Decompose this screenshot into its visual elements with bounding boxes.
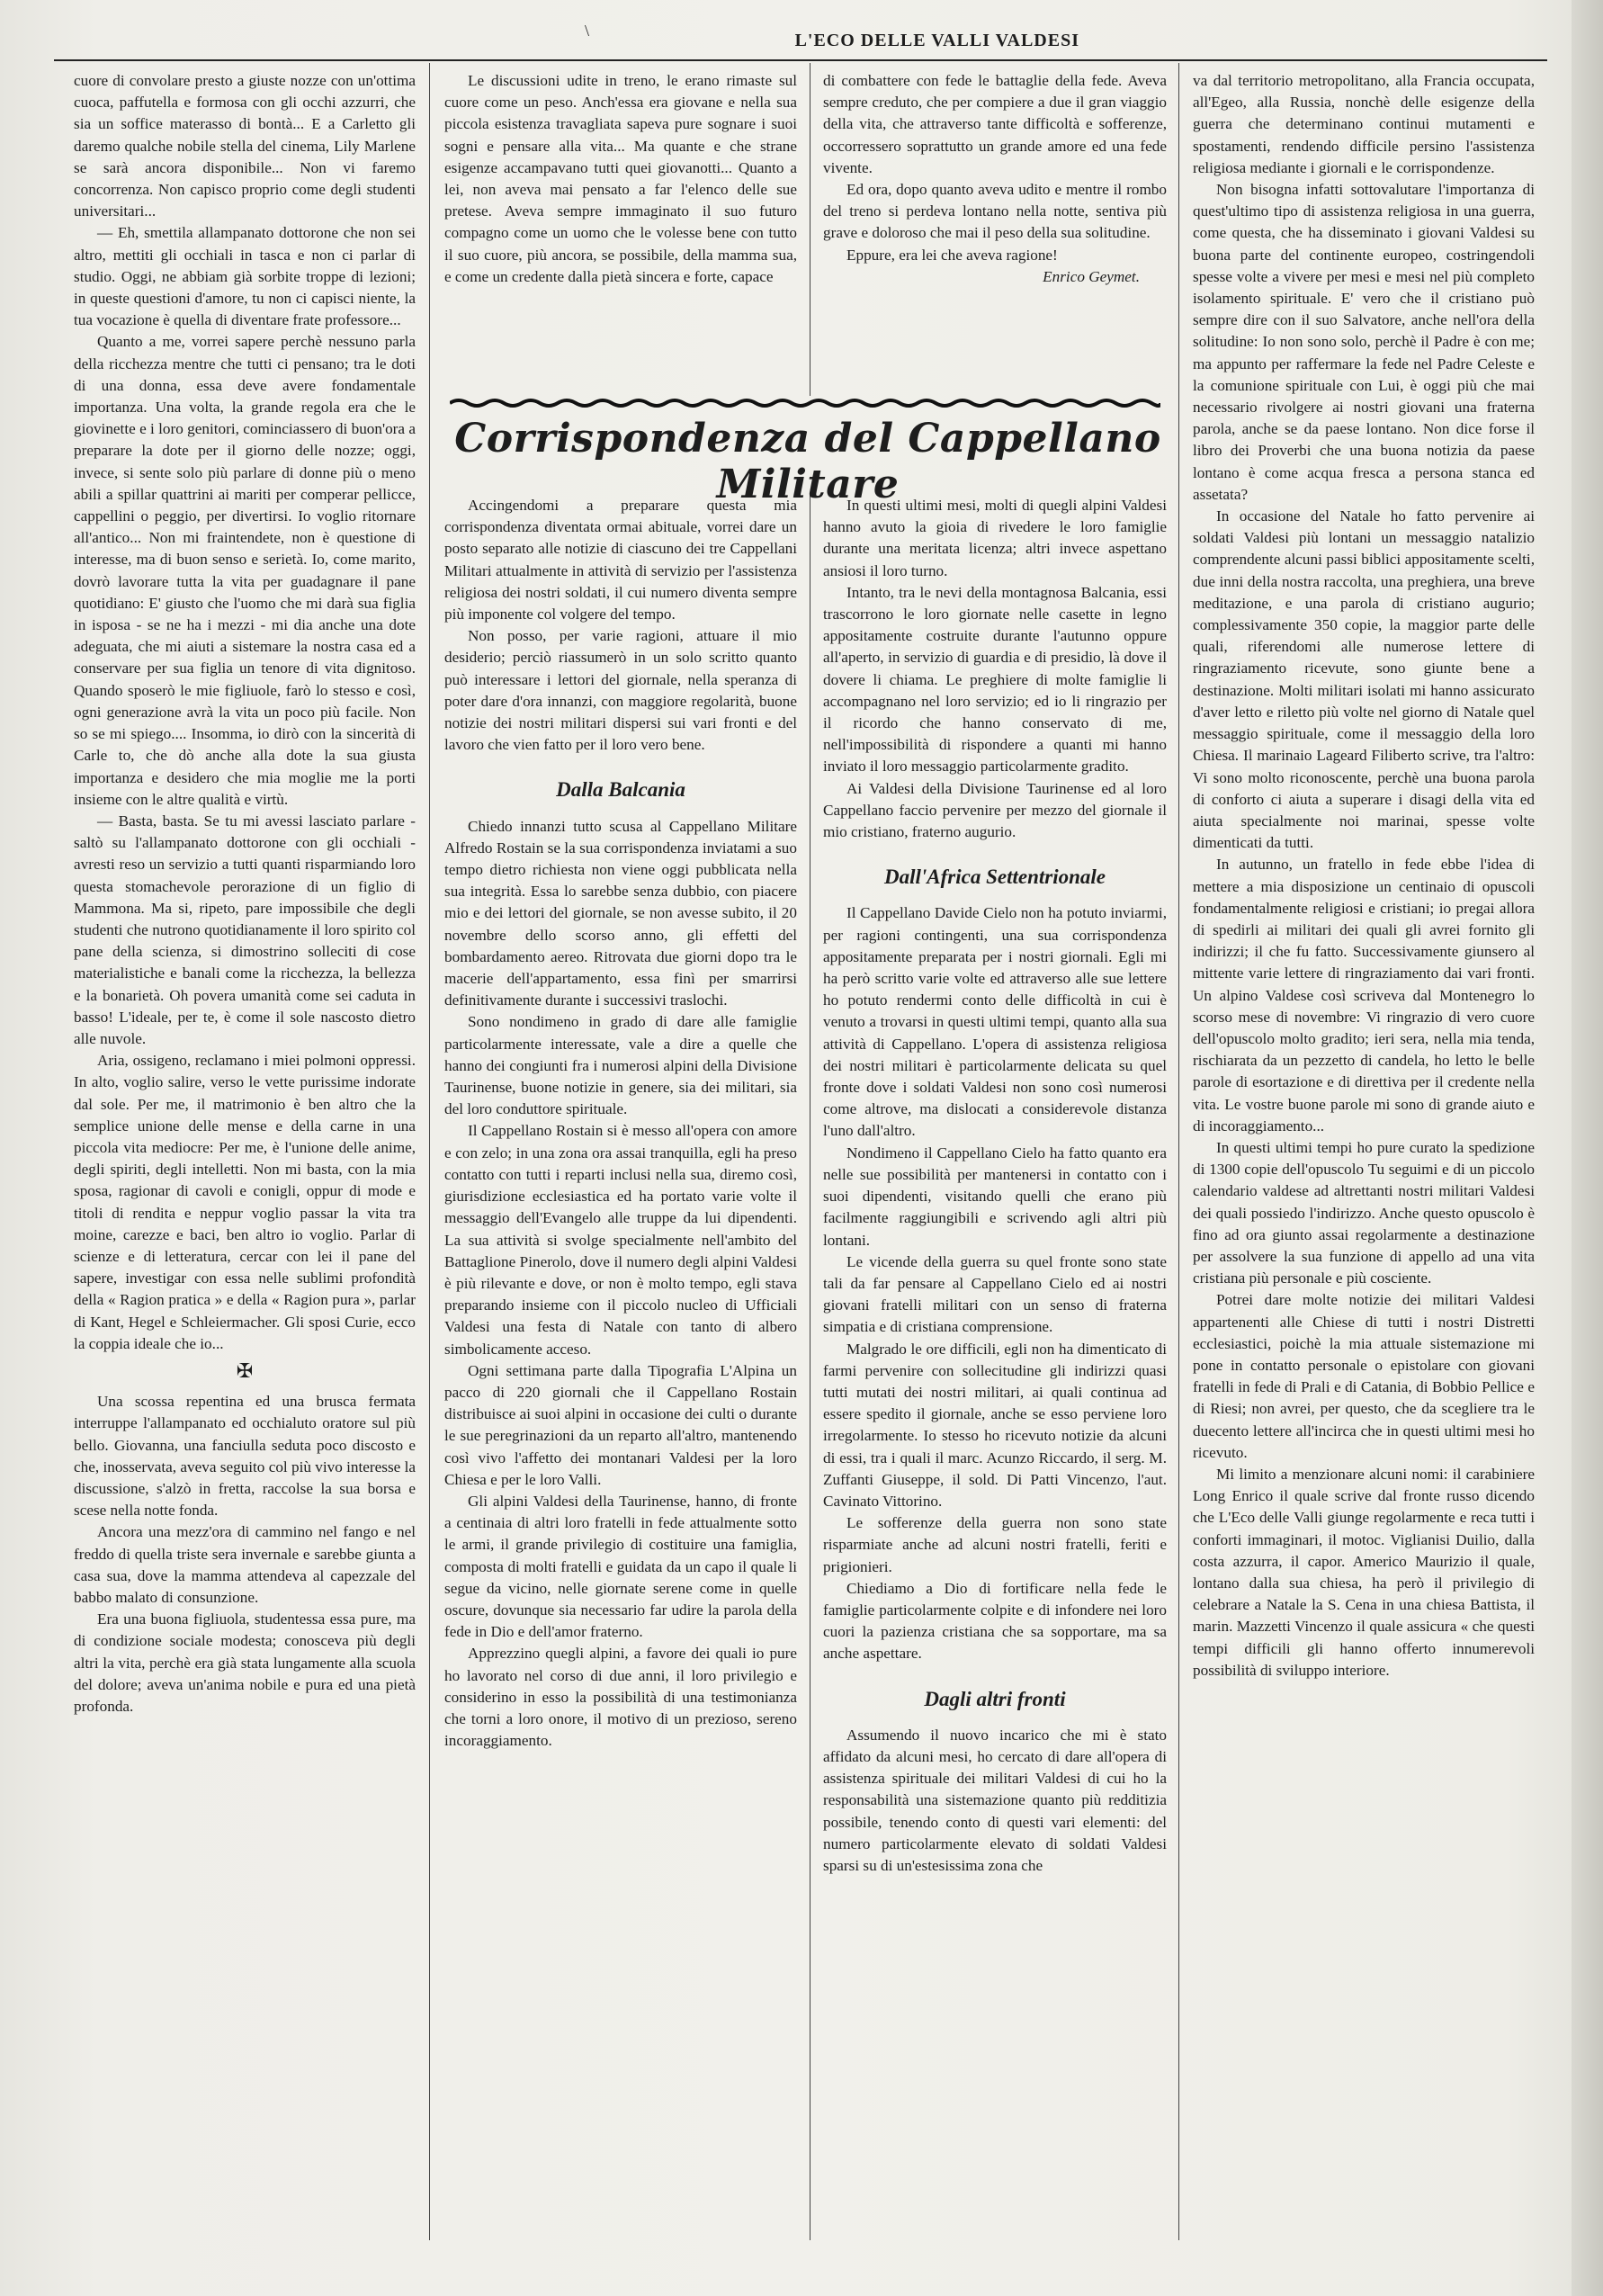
- col2-paragraph: Non posso, per varie ragioni, attuare il mio desiderio; perciò riassumerò in un solo scritto quanto può interessare i lettori del giornale, nella speranza di poter dare d'ora innanzi, con maggiore regolarità, buone notizie dei nostri militari dispersi sui vari fronti e del lavoro che vien fatto per il loro vero bene.: [444, 627, 797, 754]
- column-2-top: [444, 70, 797, 396]
- col4-paragraph: In questi ultimi tempi ho pure curato la spedizione di 1300 copie dell'opuscolo Tu seguimi e di un piccolo calendario valdese ad altrettanti nostri militari Valdesi dei quali possiedo l'indirizzo. Anche questo opuscolo è fino ad ora giunto assai regolarmente a destinazione per assolvere la sua funzione di appello ad una vita cristiana più personale e più cosciente.: [1193, 1138, 1535, 1287]
- col3-paragraph: Ai Valdesi della Divisione Taurinense ed al loro Cappellano faccio pervenire per mezzo del giornale il mio cristiano, fraterno augurio.: [823, 779, 1167, 841]
- col1-paragraph: Ancora una mezz'ora di cammino nel fango e nel freddo di quella triste sera invernale e sarebbe giunta a casa sua, dove la mamma attendeva al capezzale del babbo malato di consunzione.: [74, 1523, 416, 1607]
- col2-paragraph: Accingendomi a preparare questa mia corrispondenza diventata ormai abituale, vorrei dare un posto separato alle notizie di ciascuno dei tre Cappellani Militari attualmente in attività di servizio per l'assistenza religiosa dei nostri soldati, il cui numero diventa sempre più imponente col volgere del tempo.: [444, 497, 797, 623]
- subheading-balcania: Dalla Balcania: [556, 778, 685, 802]
- col3-paragraph: Assumendo il nuovo incarico che mi è stato affidato da alcuni mesi, ho cercato di dare all'opera di assistenza spirituale dei militari Valdesi di cui ho la responsabilità una sistemazione quanto più redditizia possibile, tenendo conto di questi vari elementi: del numero particolarmente elevato di soldati Valdesi sparsi su di un'estesissima zona che: [823, 1726, 1167, 1874]
- col4-paragraph: Potrei dare molte notizie dei militari Valdesi appartenenti alle Chiese di tutti i nostri Distretti ecclesiastici, poichè la mia attuale sistemazione mi pone in contatto personale o epistolare con giovani fratelli in fede di Prali e di Catania, di Bobbio Pellice e di Riesi; non avrei, per questo, che da scegliere tra le duecento lettere all'incirca che in questi ultimi mesi ho ricevuto.: [1193, 1291, 1535, 1461]
- section-separator-ornament: ✠: [236, 1359, 254, 1382]
- subheading-altri-fronti: Dagli altri fronti: [924, 1687, 1066, 1710]
- col1-paragraph: — Eh, smettila allampanato dottorone che non sei altro, mettiti gli occhiali in tasca e non ci parlar di studio. Oggi, ne abbiam già sorbite troppe di lezioni; in queste questioni d'amore, tu non ci capisci niente, la tua vocazione è quella di diventare frate professore...: [74, 224, 416, 329]
- col4-paragraph: In occasione del Natale ho fatto pervenire ai soldati Valdesi più lontani un messaggio natalizio comprendente alcuni passi biblici appositamente scelti, due inni della nostra raccolta, una preghiera, una breve meditazione, e una parola di cristiano augurio; complessivamente 350 copie, la maggior parte delle quali, riferendomi alle numerose lettere di ringraziamento ricevute, sono giunte bene a destinazione. Molti militari isolati mi hanno assicurato d'aver letto e riletto più volte nel giorno di Natale quel messaggio spirituale, come il messaggio della loro Chiesa. Il marinaio Lageard Filiberto scrive, tra l'altro: Vi sono molto riconoscente, perchè una buona parola di conforto ci aiuta a superare i disagi della vita ed aiuta specialmente noi marinai, spesse volte dimenticati da tutti.: [1193, 507, 1535, 852]
- col3-paragraph: Intanto, tra le nevi della montagnosa Balcania, essi trascorrono le loro giornate nelle casette in legno appositamente costruite durante l'autunno oppure all'aperto, in servizio di guardia e di presidio, là dove il dovere li chiama. Le preghiere di molte famiglie li accompagnano nel loro servizio; ed io li ringrazio per il ricordo che hanno conservato di me, nell'impossibilità di rispondere a quanti mi hanno inviato il loro messaggio particolarmente gradito.: [823, 583, 1167, 776]
- masthead-rule: [54, 59, 1547, 61]
- col3-top-paragraph: Ed ora, dopo quanto aveva udito e mentre il rombo del treno si perdeva lontano nella notte, sentiva più grave e doloroso che mai il peso della sua solitudine.: [823, 181, 1167, 242]
- col1-paragraph: Aria, ossigeno, reclamano i miei polmoni oppressi. In alto, voglio salire, verso le vette purissime indorate dal sole. Per me, il matrimonio è ben altro che la semplice unione delle mense e della carne in una piccola vita mediocre: Per me, è l'unione delle anime, degli spiriti, degli intelletti. Non mi basta, con la mia sposa, ragionar di cavoli e conigli, oppur di mode e titoli di rendita e neppur voglio passar la vita tra moine, carezze e baci, ben altro io voglio. Parlar di scienze e di letteratura, cercar con lei il pane del sapere, investigar con essa nelle sublimi profondità della « Ragion pratica » e della « Ragion pura », parlar di Kant, Hegel e Schleiermacher. Gli sposi Curie, ecco la coppia ideale che io...: [74, 1052, 416, 1352]
- col1-paragraph: — Basta, basta. Se tu mi avessi lasciato parlare - saltò su l'allampanato dottorone con gli occhiali - avresti reso un servizio a tutti quanti risparmiando loro questa stomachevole perorazione di un figlio di Mammona. Ma si, ripeto, pare impossibile che degli studenti che nutrono quotidianamente il loro spirito col pane della scienza, si dimostrino solleciti di cose materialistiche e banali come la ricchezza, la bellezza e la bonarietà. Oh povera umanità come sei caduta in basso! L'ideale, per te, è come il sole nascosto dietro alle nuvole.: [74, 812, 416, 1047]
- col2-paragraph: Gli alpini Valdesi della Taurinense, hanno, di fronte a centinaia di altri loro fratelli in fede attualmente sotto le armi, il grande privilegio di costituire una famiglia, composta di molti fratelli e guidata da un capo il quale li segue da vicino, nelle giornate serene come in quelle oscure, dovunque sia necessario far udire la parola della fede in Dio e dell'amor fraterno.: [444, 1492, 797, 1641]
- col3-paragraph: Le vicende della guerra su quel fronte sono state tali da far pensare al Cappellano Cielo ed ai nostri giovani fratelli militari con un senso di fraterna simpatia e di cristiana comprensione.: [823, 1252, 1167, 1336]
- column-2: [444, 495, 797, 2249]
- column-4: [1193, 70, 1535, 2247]
- col3-paragraph: Il Cappellano Davide Cielo non ha potuto inviarmi, per ragioni contingenti, una sua corrispondenza appositamente preparata per i nostri giornali. Egli mi ha però scritto varie volte ed attraverso alle sue lettere ho potuto rendermi conto delle difficoltà in cui è venuto a trovarsi in questi ultimi tempi, quanto alla sua attività di Cappellano. L'opera di assistenza religiosa dei nostri militari è particolarmente delicata su quel fronte dove i soldati Valdesi non sono così numerosi come altrove, ma dislocati a considerevole distanza l'uno dall'altro.: [823, 904, 1167, 1140]
- col1-paragraph: cuore di convolare presto a giuste nozze con un'ottima cuoca, paffutella e formosa con gli occhi azzurri, che sia un soffice materasso di bontà... E a Carletto gli daremo qualche nobile stella del cinema, Lily Marlene se sarà ancora disponibile... Non vi faremo concorrenza. Non capisco proprio come degli studenti universitari...: [74, 72, 416, 220]
- col1-paragraph: Era una buona figliuola, studentessa essa pure, ma di condizione sociale modesta; conosceva più degli altri la vita, perchè era già stata lungamente alla scuola del dolore; aveva un'anima nobile e pura ed una pietà profonda.: [74, 1610, 416, 1716]
- col3-paragraph: Malgrado le ore difficili, egli non ha dimenticato di farmi pervenire con sollecitudine gli indirizzi quasi tutti mutati dei nostri militari, ai quali continua ad essere spedito il giornale, anche se esso perviene loro irregolarmente. Io stesso ho ricevuto notizie da alcuni di essi, tra i quali il marc. Acunzo Riccardo, il serg. M. Zuffanti Giuseppe, il sold. Di Patti Vincenzo, l'aut. Cavinato Vittorino.: [823, 1340, 1167, 1510]
- column-rule-1: [429, 63, 430, 2240]
- column-3-top: [823, 70, 1167, 396]
- subheading-africa: Dall'Africa Settentrionale: [884, 865, 1106, 889]
- col3-paragraph: Le sofferenze della guerra non sono state risparmiate anche ad alcuni nostri fratelli, feriti e prigionieri.: [823, 1514, 1167, 1575]
- crease-mark: \: [585, 22, 590, 40]
- column-1: [74, 70, 416, 2247]
- col2-paragraph: Chiedo innanzi tutto scusa al Cappellano Militare Alfredo Rostain se la sua corrispondenza inviatami a suo tempo dietro richiesta non viene oggi pubblicata nella sua integrità. Essa lo sarebbe senza dubbio, con piacere mio e dei lettori del giornale, se non avesse subito, il 20 novembre dello scorso anno, gli effetti del bombardamento aereo. Ritrovata due giorni dopo tra le macerie dell'appartamento, essa finì per smarrirsi definitivamente durante i successivi traslochi.: [444, 817, 797, 1009]
- col2-top-paragraph: Le discussioni udite in treno, le erano rimaste sul cuore come un peso. Anch'essa era giovane e nella sua piccola esistenza travagliata sapeva pure sognare i suoi sogni e pensare alla vita... Ma quante e che strane esigenze accampavano tutti quei giovanotti... Quanto a lei, non aveva mai pensato a far l'elenco delle sue pretese. Aveva sempre immaginato il suo futuro compagno come un uomo che le volesse bene con tutto il suo cuore, più ancora, se possibile, della mamma sua, e come un credente dalla pietà sincera e forte, capace: [444, 72, 797, 285]
- col4-paragraph: va dal territorio metropolitano, alla Francia occupata, all'Egeo, alla Russia, nonchè delle esigenze della guerra che determinano continui mutamenti e spostamenti, rendendo difficile persino l'assistenza religiosa mediante i giornali e le corrispondenze.: [1193, 72, 1535, 176]
- col1-paragraph: Una scossa repentina ed una brusca fermata interruppe l'allampanato ed occhialuto oratore sul più bello. Giovanna, una fanciulla seduta poco discosto e che, inosservata, aveva seguito col più vivo interesse la discussione, s'alzò in fretta, raccolse la sua borsa e scese nella notte fonda.: [74, 1393, 416, 1520]
- col4-paragraph: In autunno, un fratello in fede ebbe l'idea di mettere a mia disposizione un centinaio di opuscoli fondamentalmente religiosi e cristiani; io pregai allora di spedirli ai militari dei quali gli avrei fornito gli indirizzi; il che fu fatto. Successivamente giunsero al mittente varie lettere di ringraziamento dai vari fronti. Un alpino Valdese così scriveva dal Montenegro lo scorso mese di novembre: Vi ringrazio di vero cuore dell'opuscolo molto gradito; ieri sera, nella mia tenda, rischiarata da un pezzetto di candela, ho letto le belle parole di esortazione e di direttiva per il credente nella vita. Le vostre buone parole mi sono di grande aiuto e di incoraggiamento...: [1193, 856, 1535, 1135]
- col4-paragraph: Mi limito a menzionare alcuni nomi: il carabiniere Long Enrico il quale scrive dal fronte russo dicendo che L'Eco delle Valli giunge regolarmente e reca tutti i conforti immaginari, il motoc. Viglianisi Duilio, dalla costa azzurra, il capor. Americo Maurizio il quale, lontano dalla sua chiesa, ha però il privilegio di celebrare a Natale la S. Cena in una chiesa Battista, il marin. Mazzetti Vincenzo il quale assicura « che questi tempi difficili gli hanno offerto innumerevoli possibilità di sviluppo interiore.: [1193, 1466, 1535, 1679]
- section-title: Corrispondenza del Cappellano Militare: [454, 416, 1161, 507]
- column-rule-3: [1178, 63, 1179, 2240]
- col3-paragraph: Nondimeno il Cappellano Cielo ha fatto quanto era nelle sue possibilità per mantenersi in contatto con i suoi dipendenti, visitando quelli che erano più facilmente raggiungibili e scrivendo agli altri più lontani.: [823, 1144, 1167, 1249]
- col1-paragraph: Quanto a me, vorrei sapere perchè nessuno parla della ricchezza mentre che tutti ci pensano; tra le doti di una donna, essa deve avere fondamentale importanza. Una volta, la grande regola era che le giovinette e i loro genitori, cominciassero di buon'ora a preparare la dote per il giorno delle nozze; oggi, invece, si sente solo più parlare di donne più o meno abili a spillar quattrini ai mariti per comperar pellicce, cappellini o peggio, per divertirsi. Io voglio ritornare all'antico... Non mi fraintendete, non è questione di interesse, ma di buon senso e serietà. Io, come marito, dovrò lavorare tutta la vita per guadagnare il pane quotidiano: E' giusto che l'uomo che mi darà sua figlia in isposa - se ne ha i mezzi - mi dia anche una dote adeguata, che mi aiuti a sistemare la nostra casa ed a conservare per sua figlia un tenore di vita dignitoso. Quando sposerò le mie figliuole, farò lo stesso e così, ogni generazione avrà la vita un poco più facile. Non so se mi spiego.... Insomma, io dirò con la sincerità di Carle to, che dò anche alla dote la sua giusta importanza e desidero che mia moglie me la porti insieme con le altre qualità e virtù.: [74, 333, 416, 808]
- col2-paragraph: Apprezzino quegli alpini, a favore dei quali io pure ho lavorato nel corso di due anni, il loro privilegio e considerino in esso la possibilità di una testimonianza che torni a loro onore, il motivo di un prezioso, sereno incoraggiamento.: [444, 1645, 797, 1750]
- masthead: [54, 25, 1547, 61]
- author-signature: Enrico Geymet.: [1043, 267, 1140, 285]
- col3-paragraph: Chiediamo a Dio di fortificare nella fede le famiglie particolarmente colpite e di infondere nei loro cuori la pazienza cristiana che sa sopportare, ma sa anche aspettare.: [823, 1579, 1167, 1663]
- col2-paragraph: Sono nondimeno in grado di dare alle famiglie particolarmente interessate, vale a dire a quelle che hanno dei congiunti fra i numerosi alpini della Divisione Taurinense, buone notizie in genere, sia dei militari, sia del loro conduttore spirituale.: [444, 1013, 797, 1118]
- col3-top-paragraph: Eppure, era lei che aveva ragione!: [846, 246, 1058, 264]
- page-edge-shadow: [1572, 0, 1603, 2296]
- wavy-divider: [450, 398, 1160, 408]
- col3-paragraph: In questi ultimi mesi, molti di quegli alpini Valdesi hanno avuto la gioia di rivedere le loro famiglie durante una meritata licenza; altri invece aspettano ansiosi il loro turno.: [823, 497, 1167, 579]
- col3-top-paragraph: di combattere con fede le battaglie della fede. Aveva sempre creduto, che per compiere a due il gran viaggio della vita, che attraverso tante difficoltà e sofferenze, occorressero soprattutto un grande amore ed una fede vivente.: [823, 72, 1167, 176]
- newspaper-title: L'ECO DELLE VALLI VALDESI: [794, 31, 1079, 50]
- col4-paragraph: Non bisogna infatti sottovalutare l'importanza di quest'ultimo tipo di assistenza religiosa in una guerra, come questa, che ha disseminato i giovani Valdesi su buona parte del continente europeo, costringendoli spesse volte a vivere per mesi e mesi nel più completo isolamento spirituale. E' vero che il cristiano può sempre dire con il suo Salvatore, anche nell'ora della solitudine: Io non sono solo, perchè il Padre è con me; ma appunto per raffermare la fede nel Padre Celeste e la comunione spirituale con Lui, è oggi più che mai necessario rivolgere ai nostri giovani una fraterna parola, anche se da paese lontano. Non dice forse il libro dei Proverbi che una buona notizia da paese lontano è come acqua fresca a persona stanca ed assetata?: [1193, 181, 1535, 503]
- column-3: [823, 495, 1167, 2249]
- col2-paragraph: Il Cappellano Rostain si è messo all'opera con amore e con zelo; in una zona ora assai tranquilla, egli ha preso contatto con tutti i reparti inclusi nella sua, diremo così, giurisdizione ecclesiastica ed ha portato varie volte il messaggio dell'Evangelo alle truppe da lui dipendenti. La sua attività si svolge specialmente nell'ambito del Battaglione Pinerolo, dove il numero degli alpini Valdesi è più rilevante e dove, or non è molto tempo, egli stava preparando insieme con il piccolo nucleo di Ufficiali Valdesi una festa di Natale con tanto di albero simbolicamente acceso.: [444, 1122, 797, 1358]
- col2-paragraph: Ogni settimana parte dalla Tipografia L'Alpina un pacco di 220 giornali che il Cappellano Rostain distribuisce ai suoi alpini in occasione dei culti o durante le sue peregrinazioni da un reparto all'altro, mantenendo così vivo l'affetto dei montanari Valdesi per la loro Chiesa e per le loro Valli.: [444, 1361, 797, 1488]
